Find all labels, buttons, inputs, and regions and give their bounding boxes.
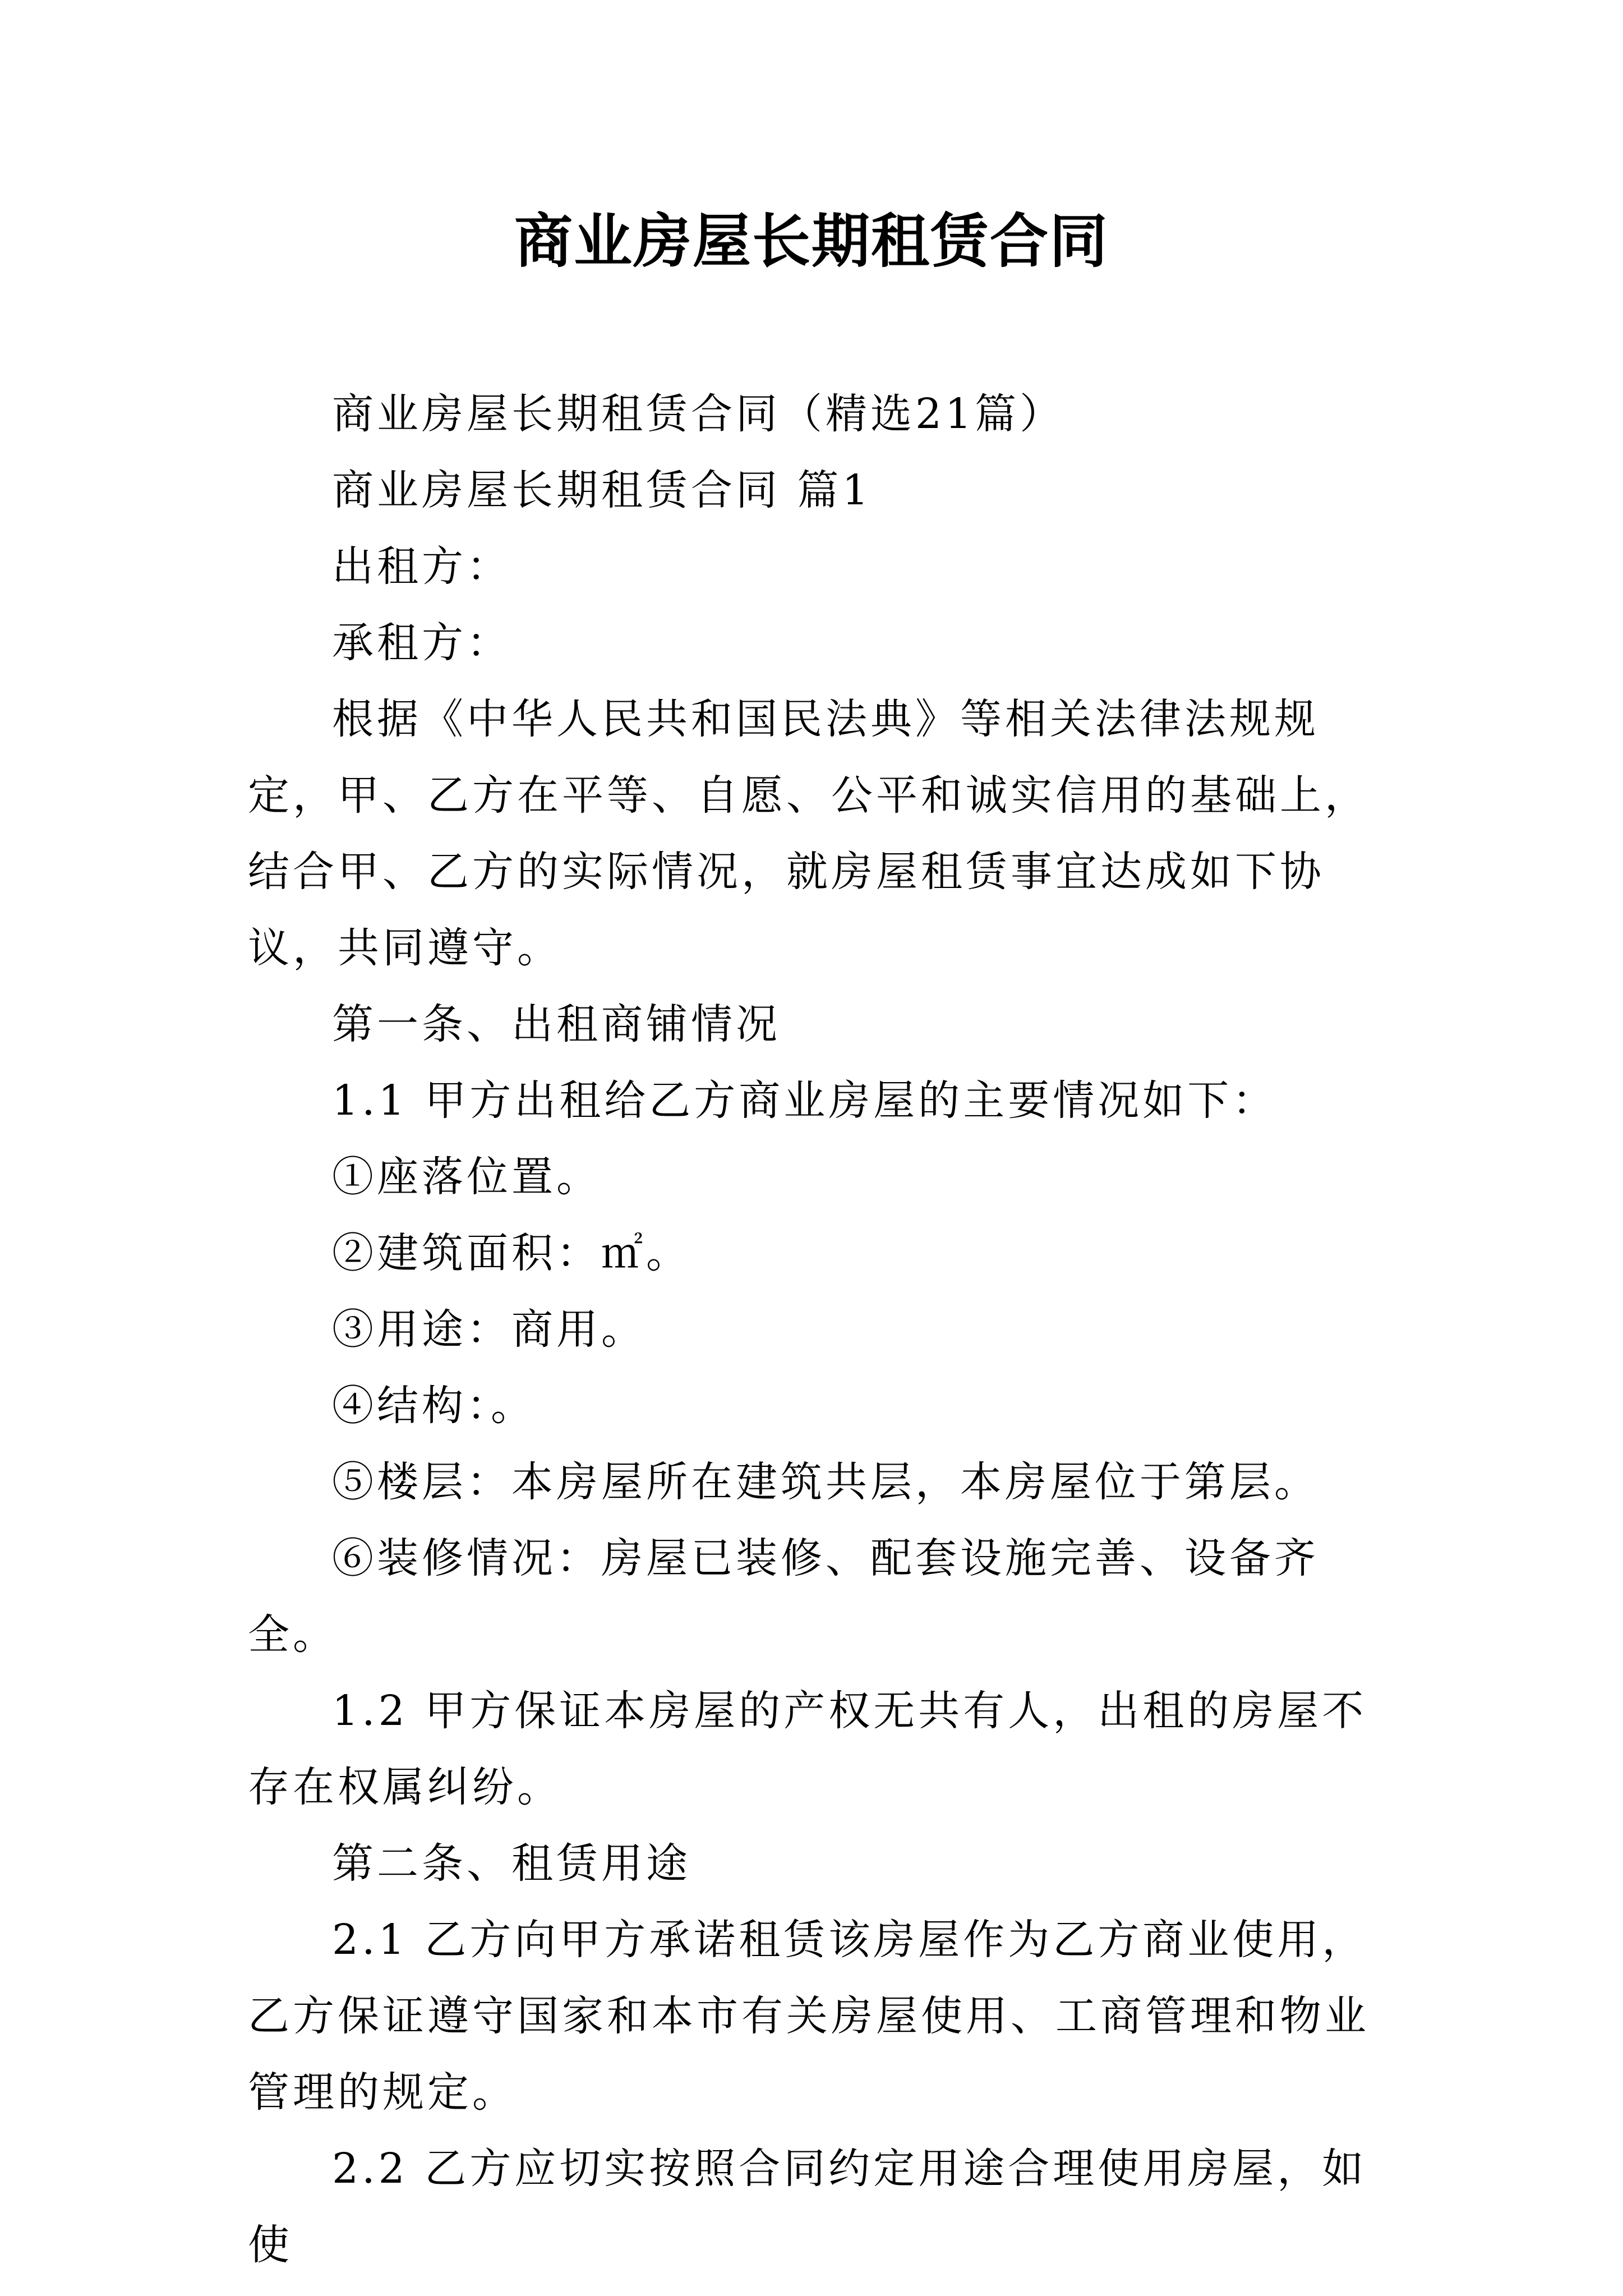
paragraph-item-structure: ④结构：。 — [332, 1382, 536, 1430]
paragraph-article-2: 第二条、租赁用途 — [332, 1839, 691, 1888]
paragraph-clause-1-1: 1.1 甲方出租给乙方商业房屋的主要情况如下： — [332, 1076, 1278, 1125]
paragraph-item-location: ①座落位置。 — [332, 1153, 601, 1201]
paragraph-clause-1-2: 1.2 甲方保证本房屋的产权无共有人，出租的房屋不存在权属纠纷。 — [248, 1687, 1367, 1811]
paragraph-article-1: 第一条、出租商铺情况 — [332, 1000, 781, 1048]
paragraph-section-heading: 商业房屋长期租赁合同 篇1 — [332, 466, 872, 514]
paragraph-preamble: 根据《中华人民共和国民法典》等相关法律法规规定，甲、乙方在平等、自愿、公平和诚实信用的基础上，结合甲、乙方的实际情况，就房屋租赁事宜达成如下协议，共同遵守。 — [248, 695, 1370, 972]
document-body — [248, 376, 1381, 2283]
paragraph-item-decoration: ⑥装修情况：房屋已装修、配套设施完善、设备齐全。 — [248, 1534, 1319, 1659]
paragraph-item-floor: ⑤楼层：本房屋所在建筑共层，本房屋位于第层。 — [332, 1458, 1319, 1506]
paragraph-item-usage: ③用途：商用。 — [332, 1305, 646, 1354]
paragraph-lessor: 出租方： — [332, 542, 511, 591]
paragraph-item-area: ②建筑面积：㎡。 — [332, 1229, 691, 1277]
paragraph-subtitle: 商业房屋长期租赁合同（精选21篇） — [332, 390, 1065, 438]
paragraph-clause-2-1: 2.1 乙方向甲方承诺租赁该房屋作为乙方商业使用，乙方保证遵守国家和本市有关房屋使用、工商管理和物业管理的规定。 — [248, 1916, 1370, 2116]
paragraph-lessee: 承租方： — [332, 619, 511, 667]
document-title: 商业房屋长期租赁合同 — [514, 206, 1109, 275]
paragraph-clause-2-2: 2.2 乙方应切实按照合同约定用途合理使用房屋，如使 — [248, 2145, 1367, 2269]
